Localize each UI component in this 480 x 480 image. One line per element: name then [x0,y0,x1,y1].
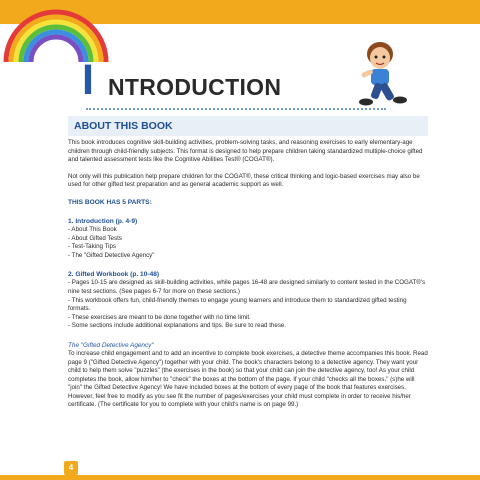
list-item: - Some sections include additional explanations and tips. Be sure to read these. [68,322,287,330]
page-title [82,58,382,102]
section-title: ABOUT THIS BOOK [74,120,173,132]
part2-title: 2. Gifted Workbook (p. 10-48) [68,271,160,279]
title-rest: NTRODUCTION [108,74,282,100]
list-item: - The "Gifted Detective Agency" [68,251,155,259]
gda-title: The "Gifted Detective Agency" [68,341,154,349]
list-item: - Pages 10-15 are designed as skill-building activities, while pages 16-48 are designed similarly to content tested in the COGAT®'s nine test sections. (See pages 6-7 for more on these sections.) [68,279,426,295]
paragraph-intro: This book introduces cognitive skill-building activities, problem-solving tasks, and reasoning exercises to early elementary-age children through child-friendly subjects. This format is designed to help prepare children taking standardized multiple-choice gifted and talented assessment tests like the Cognitive Abilities Test® (COGAT®). [68,139,423,164]
list-item: - This workbook offers fun, child-friendly themes to engage young learners and introduce them to standardized gifted testing formats. [68,296,407,313]
rainbow-icon [0,0,112,62]
page-number: 4 [64,461,78,475]
part1-title: 1. Introduction (p. 4-9) [68,217,138,225]
parts-heading: THIS BOOK HAS 5 PARTS: [68,198,152,206]
paragraph-cogat: Not only will this publication help prepare children for the COGAT®, these critical thinking and logic-based exercises may also be used for other gifted test preparation and as general academic support as well. [68,172,420,189]
list-item: - About This Book [68,225,117,233]
title-divider [86,108,386,110]
list-item: - About Gifted Tests [68,234,122,242]
list-item: - Test-Taking Tips [68,243,117,251]
bottom-color-bar [0,475,480,480]
list-item: - These exercises are meant to be done together with no time limit. [68,313,251,321]
gda-paragraph: To increase child engagement and to add an incentive to complete book exercises, a detective theme accompanies this book. Read page 9 ("Gifted Detective Agency") together with your child. The book's characters belong to a detective agency. They want your child to help them solve "puzzles" (the exercises in the book) so that your child can join the detective agency, too! As your child completes the book, allow him/her to "check" the boxes at the bottom of the page. If your child "checks all the boxes," (s)he will "join" the Gifted Detective Agency! We have included boxes at the bottom of every page of the book that features exercises. However, feel free to modify as you see fit the number of pages/exercises your child must complete in order to receive his/her certificate. (The certificate for you to complete with your child's name is on page 99.) [68,349,428,409]
title-first-letter: I [82,56,94,104]
section-header [68,116,428,136]
main-content [68,116,428,410]
